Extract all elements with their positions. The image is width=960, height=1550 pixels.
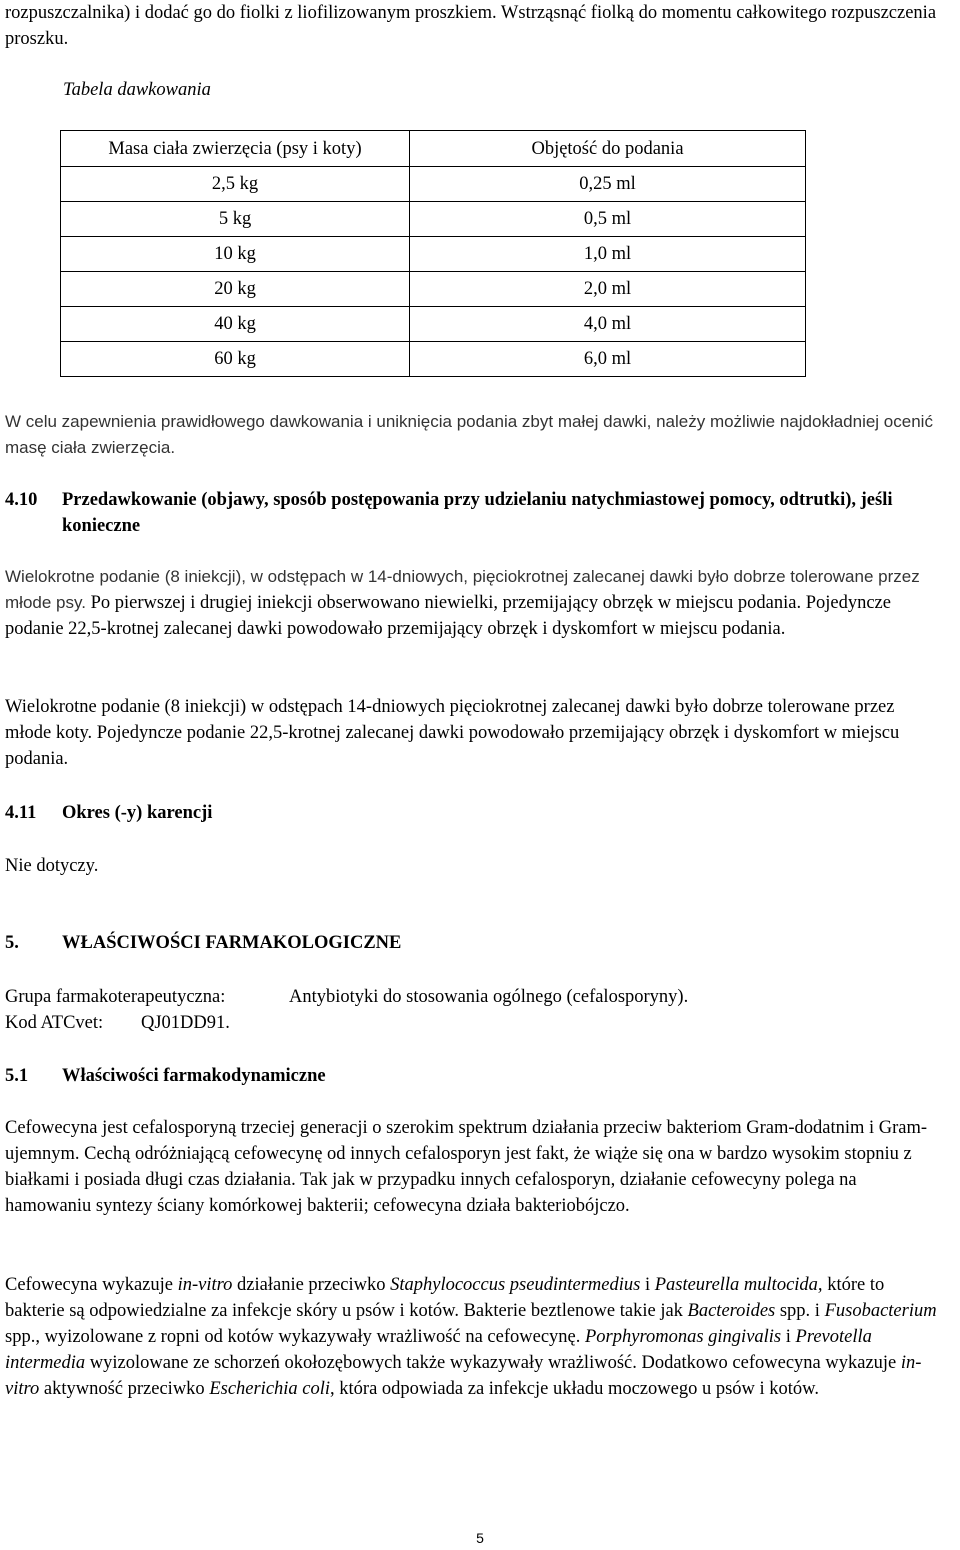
section-5-heading bbox=[5, 930, 401, 956]
text-run: , która odpowiada za infekcje układu moczowego u psów i kotów. bbox=[330, 1379, 819, 1399]
section-title: Właściwości farmakodynamiczne bbox=[62, 1066, 326, 1086]
cell-volume: 1,0 ml bbox=[410, 237, 806, 272]
cell-volume: 6,0 ml bbox=[410, 342, 806, 377]
text-run: które to bakterie są odpowiedzialne za infekcje skóry u psów i kotów. Bakterie beztlenowe takie jak bbox=[5, 1275, 885, 1321]
section-title: WŁAŚCIWOŚCI FARMAKOLOGICZNE bbox=[62, 933, 402, 953]
section-4-11-heading bbox=[5, 800, 212, 826]
italic-run: in-vitro bbox=[177, 1275, 233, 1295]
text-run: i bbox=[640, 1275, 655, 1295]
cell-volume: 2,0 ml bbox=[410, 272, 806, 307]
overdose-cats-paragraph: Wielokrotne podanie (8 iniekcji) w odstępach 14-dniowych pięciokrotnej zalecanej dawki było dobrze tolerowane przez młode koty. Pojedyncze podanie 22,5-krotnej zalecanej dawki powodowało przemijający obrzęk i dyskomfort w miejscu podania. bbox=[5, 697, 900, 769]
text-run: działanie przeciwko bbox=[232, 1275, 391, 1295]
italic-run: Escherichia coli bbox=[209, 1379, 331, 1399]
section-number: 5.1 bbox=[5, 1066, 29, 1086]
cell-mass: 5 kg bbox=[61, 202, 410, 237]
cell-mass: 2,5 kg bbox=[61, 167, 410, 202]
intro-paragraph: rozpuszczalnika) i dodać go do fiolki z liofilizowanym proszkiem. Wstrząsnąć fiolką do momentu całkowitego rozpuszczenia proszku. bbox=[5, 3, 937, 49]
italic-run: Prevotella intermedia bbox=[5, 1327, 872, 1373]
group-label: Grupa farmakoterapeutyczna: bbox=[5, 987, 226, 1007]
text-run: wyizolowane ze schorzeń okołozębowych także wykazywały wrażliwość. Dodatkowo cefowecyna wykazuje bbox=[85, 1353, 901, 1373]
section-5-1-heading bbox=[5, 1063, 326, 1089]
dosage-table bbox=[60, 130, 806, 377]
text-run: spp. i bbox=[775, 1301, 825, 1321]
section-number: 4.11 bbox=[5, 803, 37, 823]
table-row bbox=[61, 237, 806, 272]
cell-volume: 0,5 ml bbox=[410, 202, 806, 237]
cell-volume: 0,25 ml bbox=[410, 167, 806, 202]
cell-volume: 4,0 ml bbox=[410, 307, 806, 342]
table-row bbox=[61, 307, 806, 342]
text-run: aktywność przeciwko bbox=[39, 1379, 210, 1399]
table-row bbox=[61, 167, 806, 202]
page-number: 5 bbox=[476, 1530, 484, 1546]
pharmacodynamics-paragraph-1: Cefowecyna jest cefalosporyną trzeciej generacji o szerokim spektrum działania przeciw bakteriom Gram-dodatnim i Gram-ujemnym. Cechą odróżniającą cefowecynę od innych cefalosporyn jest fakt, że wiąże się ona w bardzo wysokim stopniu z białkami i posiada długi czas działania. Tak jak w przypadku innych cefalosporyn, działanie cefowecyny polega na hamowaniu syntezy ściany komórkowej bakterii; cefowecyna działa bakteriobójczo. bbox=[5, 1118, 928, 1216]
table-row bbox=[61, 342, 806, 377]
cell-mass: 10 kg bbox=[61, 237, 410, 272]
overdose-dogs-rest-text: Po pierwszej i drugiej iniekcji obserwowano niewielki, przemijający obrzęk w miejscu podania. Pojedyncze podanie 22,5-krotnej zalecanej dawki powodowało przemijający obrzęk i dyskomfort w miejscu podania. bbox=[5, 593, 891, 639]
table-row bbox=[61, 272, 806, 307]
dosage-note: W celu zapewnienia prawidłowego dawkowania i uniknięcia podania zbyt małej dawki, należy możliwie najdokładniej ocenić masę ciała zwierzęcia. bbox=[5, 412, 933, 457]
overdose-dogs-sans-text: Wielokrotne podanie (8 iniekcji), w odstępach w 14-dniowych, pięciokrotnej zalecanej dawki było dobrze tolerowane przez młode psy. bbox=[5, 567, 920, 612]
table-header-row bbox=[61, 131, 806, 167]
table-row bbox=[61, 202, 806, 237]
pharmacodynamics-paragraph-2 bbox=[5, 1272, 945, 1402]
group-value: Antybiotyki do stosowania ogólnego (cefalosporyny). bbox=[289, 987, 689, 1007]
cell-mass: 20 kg bbox=[61, 272, 410, 307]
italic-run: Porphyromonas gingivalis bbox=[585, 1327, 782, 1347]
text-run: Cefowecyna wykazuje bbox=[5, 1275, 178, 1295]
table-title: Tabela dawkowania bbox=[63, 80, 211, 100]
italic-run: Bacteroides bbox=[687, 1301, 776, 1321]
section-number: 4.10 bbox=[5, 490, 38, 510]
overdose-dogs-paragraph bbox=[5, 564, 945, 642]
atc-value: QJ01DD91. bbox=[141, 1013, 230, 1033]
pharmacotherapeutic-group bbox=[5, 984, 688, 1036]
header-volume: Objętość do podania bbox=[410, 131, 806, 167]
text-run: spp., wyizolowane z ropni od kotów wykazywały wrażliwość na cefowecynę. bbox=[5, 1327, 585, 1347]
cell-mass: 60 kg bbox=[61, 342, 410, 377]
section-4-10-heading bbox=[5, 487, 945, 539]
cell-mass: 40 kg bbox=[61, 307, 410, 342]
header-body-mass: Masa ciała zwierzęcia (psy i koty) bbox=[61, 131, 410, 167]
section-title: Przedawkowanie (objawy, sposób postępowania przy udzielaniu natychmiastowej pomocy, odtrutki), jeśli konieczne bbox=[62, 490, 893, 536]
atc-label: Kod ATCvet: bbox=[5, 1013, 104, 1033]
italic-run: Pasteurella multocida, bbox=[654, 1275, 823, 1295]
section-number: 5. bbox=[5, 933, 19, 953]
italic-run: Fusobacterium bbox=[824, 1301, 937, 1321]
section-title: Okres (-y) karencji bbox=[62, 803, 213, 823]
withdrawal-period-text: Nie dotyczy. bbox=[5, 856, 99, 876]
text-run: i bbox=[781, 1327, 796, 1347]
italic-run: in-vitro bbox=[5, 1353, 922, 1399]
italic-run: Staphylococcus pseudintermedius bbox=[390, 1275, 641, 1295]
